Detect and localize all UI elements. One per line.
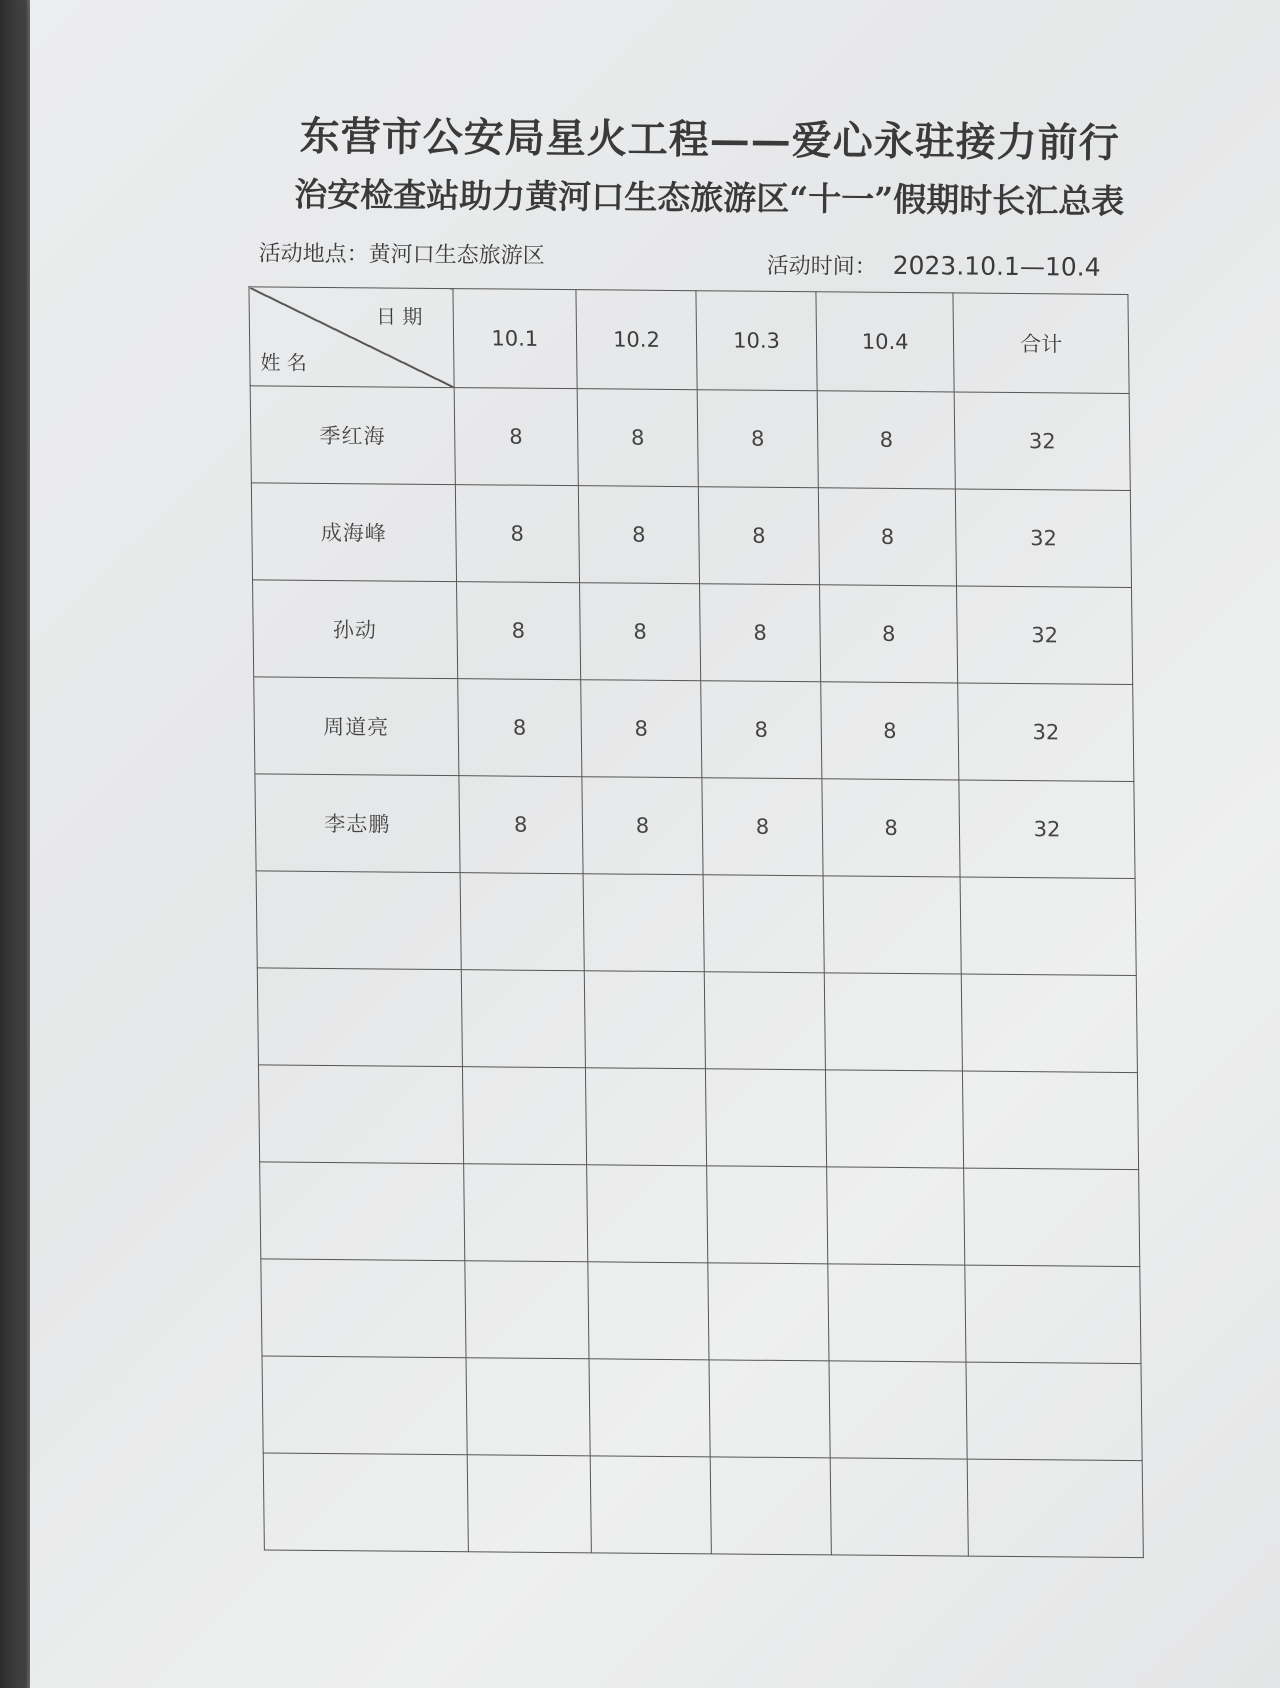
total-hours-cell: 32 [954,392,1130,491]
document-title: 东营市公安局星火工程——爱心永驻接力前行 [299,112,1120,167]
column-header-total: 合计 [953,293,1129,394]
hours-cell: 8 [699,584,820,682]
hours-cell: 8 [698,487,819,585]
hours-cell [704,972,825,1070]
corner-date-label: 日 期 [375,304,423,329]
corner-name-label: 姓 名 [260,350,307,375]
table-row [251,483,1131,588]
hours-cell [590,1456,711,1554]
activity-place: 活动地点：黄河口生态旅游区 [258,241,545,269]
hours-cell: 8 [455,485,579,583]
hours-cell [461,970,585,1068]
hours-cell [828,1264,966,1362]
hours-cell: 8 [454,388,578,486]
person-name-cell [258,1065,463,1164]
hours-cell: 8 [818,488,956,586]
total-hours-cell [960,877,1136,976]
total-hours-cell [961,974,1137,1073]
person-name-cell [261,1259,466,1358]
person-name-cell: 周道亮 [254,677,459,776]
hours-cell [827,1167,965,1265]
hours-cell [463,1164,587,1262]
total-hours-cell: 32 [959,780,1135,879]
person-name-cell: 成海峰 [251,483,456,582]
hours-cell [709,1360,830,1458]
table-row [260,1162,1140,1267]
hours-cell [825,1070,963,1168]
hours-cell [462,1067,586,1165]
table-row [257,968,1137,1073]
hours-cell: 8 [578,486,699,584]
total-hours-cell: 32 [958,683,1134,782]
hours-cell [708,1263,829,1361]
table-row [263,1453,1143,1558]
column-header: 10.3 [696,291,817,391]
hours-cell [588,1262,709,1360]
person-name-cell [262,1356,467,1455]
column-header: 10.4 [816,292,954,392]
activity-time [767,249,1101,283]
table-row [253,580,1133,685]
total-hours-cell [964,1168,1140,1267]
table-row [250,386,1130,491]
total-hours-cell: 32 [957,586,1133,685]
hours-cell [823,876,961,974]
table-row [254,677,1134,782]
hours-cell: 8 [459,776,583,874]
corner-header [249,287,454,388]
table-row [256,871,1136,976]
column-header: 10.2 [576,290,697,390]
activity-time-value: 2023.10.1—10.4 [892,250,1101,282]
hours-cell [585,1068,706,1166]
total-hours-cell: 32 [956,489,1132,588]
paper-sheet [30,0,1280,1688]
hours-cell [705,1069,826,1167]
hours-cell: 8 [581,680,702,778]
hours-cell: 8 [822,779,960,877]
hours-cell [583,874,704,972]
hours-cell [587,1165,708,1263]
hours-cell [829,1361,967,1459]
hours-cell: 8 [817,391,955,489]
hours-cell: 8 [579,583,700,681]
hours-cell [466,1358,590,1456]
total-hours-cell [967,1459,1143,1558]
hours-cell [710,1457,831,1555]
hours-cell: 8 [456,582,580,680]
hours-cell [707,1166,828,1264]
activity-time-label: 活动时间： [766,253,877,280]
person-name-cell: 季红海 [250,386,455,485]
hours-cell: 8 [697,390,818,488]
hours-cell: 8 [577,389,698,487]
person-name-cell: 李志鹏 [255,774,460,873]
hours-cell [830,1458,968,1556]
hours-cell [824,973,962,1071]
hours-cell: 8 [821,682,959,780]
person-name-cell [256,871,461,970]
hours-cell [589,1359,710,1457]
table-row [255,774,1135,879]
hours-cell: 8 [702,778,823,876]
person-name-cell [260,1162,465,1261]
total-hours-cell [963,1071,1139,1170]
hours-cell [467,1455,591,1553]
hours-cell [584,971,705,1069]
hours-table [248,286,1143,1558]
hours-cell: 8 [582,777,703,875]
table-row [258,1065,1138,1170]
document [218,106,1130,842]
table-row [262,1356,1142,1461]
hours-cell: 8 [457,679,581,777]
hours-cell: 8 [701,681,822,779]
total-hours-cell [966,1362,1142,1461]
table-row [261,1259,1141,1364]
activity-meta [218,222,1129,294]
document-subtitle: 治安检查站助力黄河口生态旅游区“十一”假期时长汇总表 [294,174,1125,221]
header-row [249,287,1129,394]
person-name-cell [257,968,462,1067]
table-body [250,386,1143,1558]
hours-cell [460,873,584,971]
hours-cell [703,875,824,973]
total-hours-cell [965,1265,1141,1364]
hours-cell: 8 [820,585,958,683]
hours-cell [464,1261,588,1359]
person-name-cell: 孙动 [253,580,458,679]
person-name-cell [263,1453,468,1552]
column-header: 10.1 [453,289,577,389]
